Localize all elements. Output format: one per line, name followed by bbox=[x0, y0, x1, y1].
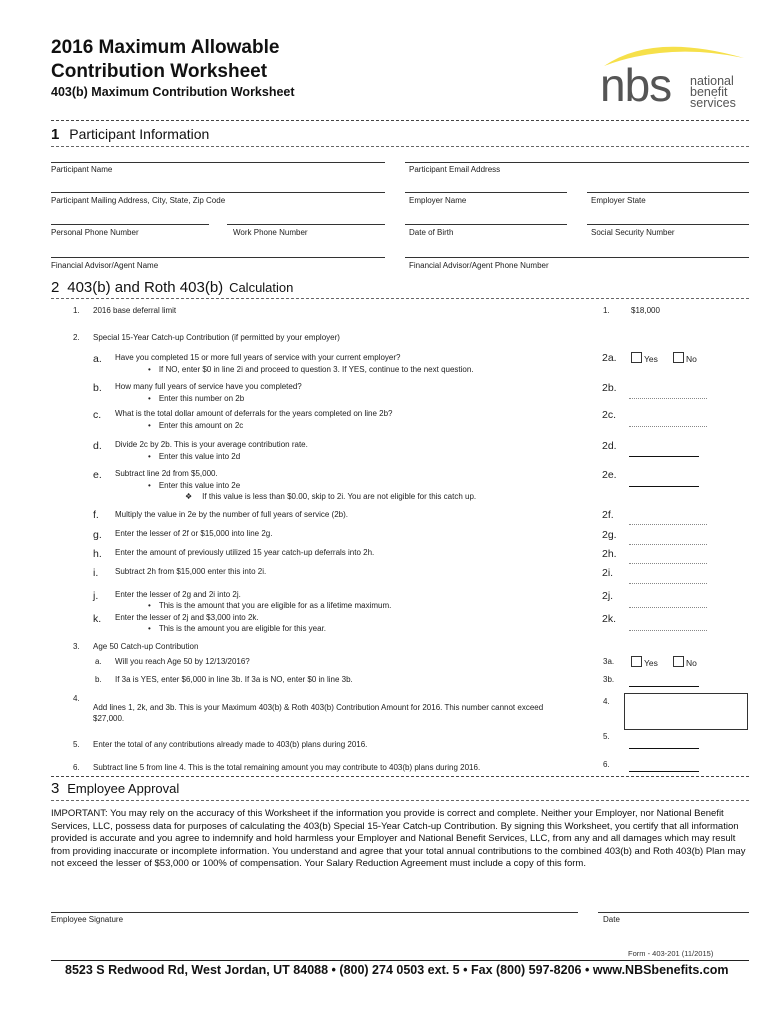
line-4-number: 4. bbox=[73, 694, 80, 703]
line-2d-bullet-text: Enter this value into 2d bbox=[158, 452, 241, 461]
line-2d-letter: d. bbox=[93, 440, 102, 452]
line-2i-ref: 2i. bbox=[602, 567, 614, 579]
line-2-text: Special 15-Year Catch-up Contribution (if permitted by your employer) bbox=[93, 333, 340, 342]
form-number: Form - 403-201 (11/2015) bbox=[628, 949, 714, 958]
header-divider bbox=[51, 120, 749, 121]
line-3a-text: Will you reach Age 50 by 12/13/2016? bbox=[115, 657, 250, 666]
line-2h-letter: h. bbox=[93, 548, 102, 560]
line-3a-yes-option[interactable] bbox=[631, 656, 658, 668]
line-2b-letter: b. bbox=[93, 382, 102, 394]
line-2e-subbullet bbox=[185, 492, 476, 501]
line-2c-input[interactable] bbox=[629, 426, 707, 427]
checkbox-icon[interactable] bbox=[631, 352, 642, 363]
line-2c-ref: 2c. bbox=[602, 409, 617, 421]
line-6-input[interactable] bbox=[629, 771, 699, 772]
line-2d-input[interactable] bbox=[629, 456, 699, 457]
line-1-ref: 1. bbox=[603, 306, 610, 315]
logo-wordmark bbox=[690, 76, 736, 109]
footer-separator-3: • bbox=[584, 963, 590, 977]
line-2a-bullet bbox=[148, 365, 474, 374]
line-1-value: $18,000 bbox=[631, 306, 660, 315]
line-3a-yes-label: Yes bbox=[644, 658, 658, 668]
line-5-input[interactable] bbox=[629, 748, 699, 749]
bullet-icon: • bbox=[148, 365, 151, 374]
line-2-number: 2. bbox=[73, 333, 80, 342]
line-2e-text: Subtract line 2d from $5,000. bbox=[115, 469, 218, 478]
page-title-line2: Contribution Worksheet bbox=[51, 61, 268, 82]
line-2k-text: Enter the lesser of 2j and $3,000 into 2k. bbox=[115, 613, 259, 622]
advisor-phone-label: Financial Advisor/Agent Phone Number bbox=[409, 261, 549, 270]
line-2g-text: Enter the lesser of 2f or $15,000 into line 2g. bbox=[115, 529, 273, 538]
line-3b-input[interactable] bbox=[629, 686, 699, 687]
line-2a-bullet-text: If NO, enter $0 in line 2i and proceed to question 3. If YES, continue to the next question. bbox=[158, 365, 474, 374]
checkbox-icon[interactable] bbox=[673, 656, 684, 667]
section-1-heading bbox=[51, 126, 209, 143]
employer-state-label: Employer State bbox=[591, 196, 646, 205]
checkbox-icon[interactable] bbox=[673, 352, 684, 363]
section-2-title-main: 403(b) and Roth 403(b) bbox=[67, 279, 224, 296]
line-2a-yes-option[interactable] bbox=[631, 352, 658, 364]
bullet-icon: • bbox=[148, 624, 151, 633]
line-5-number: 5. bbox=[73, 740, 80, 749]
section-1-divider bbox=[51, 146, 749, 147]
page-title-line1: 2016 Maximum Allowable bbox=[51, 37, 280, 58]
line-3a-ref: 3a. bbox=[603, 657, 615, 666]
bullet-icon: • bbox=[148, 452, 151, 461]
section-1-title: Participant Information bbox=[69, 126, 210, 142]
line-2k-input[interactable] bbox=[629, 630, 707, 631]
footer-phone: (800) 274 0503 ext. 5 bbox=[339, 963, 460, 977]
line-2j-bullet-text: This is the amount that you are eligible for as a lifetime maximum. bbox=[158, 601, 392, 610]
employee-signature-label: Employee Signature bbox=[51, 915, 124, 924]
line-2i-input[interactable] bbox=[629, 583, 707, 584]
footer-separator-2: • bbox=[463, 963, 468, 977]
logo-word-benefit: benefit bbox=[690, 85, 728, 99]
line-4-input-box[interactable] bbox=[624, 693, 748, 730]
ssn-line[interactable] bbox=[587, 224, 749, 225]
section-2-number: 2 bbox=[51, 279, 60, 296]
section-3-divider bbox=[51, 800, 749, 801]
line-2g-letter: g. bbox=[93, 529, 102, 541]
section-1-number: 1 bbox=[51, 126, 60, 143]
work-phone-label: Work Phone Number bbox=[233, 228, 308, 237]
line-2b-input[interactable] bbox=[629, 398, 707, 399]
logo-word-national: national bbox=[690, 74, 734, 88]
bullet-icon: • bbox=[148, 421, 151, 430]
line-2h-ref: 2h. bbox=[602, 548, 617, 560]
line-2b-bullet-text: Enter this number on 2b bbox=[158, 394, 245, 403]
date-line[interactable] bbox=[598, 912, 749, 913]
line-2e-bullet-text: Enter this value into 2e bbox=[158, 481, 241, 490]
line-3-text: Age 50 Catch-up Contribution bbox=[93, 642, 199, 651]
date-label: Date bbox=[603, 915, 620, 924]
participant-email-line[interactable] bbox=[405, 162, 749, 163]
line-2d-ref: 2d. bbox=[602, 440, 617, 452]
line-3-number: 3. bbox=[73, 642, 80, 651]
line-2f-text: Multiply the value in 2e by the number of full years of service (2b). bbox=[115, 510, 348, 519]
line-2a-ref: 2a. bbox=[602, 352, 617, 364]
footer-address: 8523 S Redwood Rd, West Jordan, UT 84088 bbox=[65, 963, 329, 977]
line-2c-text: What is the total dollar amount of deferrals for the years completed on line 2b? bbox=[115, 409, 393, 418]
line-2j-ref: 2j. bbox=[602, 590, 614, 602]
line-2h-text: Enter the amount of previously utilized 15 year catch-up deferrals into 2h. bbox=[115, 548, 375, 557]
advisor-name-label: Financial Advisor/Agent Name bbox=[51, 261, 159, 270]
employer-name-line[interactable] bbox=[405, 192, 567, 193]
employer-state-line[interactable] bbox=[587, 192, 749, 193]
line-2a-no-label: No bbox=[686, 354, 697, 364]
line-6-ref: 6. bbox=[603, 760, 610, 769]
line-2e-input[interactable] bbox=[629, 486, 699, 487]
line-2a-text: Have you completed 15 or more full years of service with your current employer? bbox=[115, 353, 401, 362]
line-2k-letter: k. bbox=[93, 613, 102, 625]
line-2i-letter: i. bbox=[93, 567, 99, 579]
participant-name-label: Participant Name bbox=[51, 165, 113, 174]
section-2-divider bbox=[51, 298, 749, 299]
section-2-title-tail: Calculation bbox=[229, 280, 294, 295]
line-2c-bullet bbox=[148, 421, 243, 430]
ssn-label: Social Security Number bbox=[591, 228, 675, 237]
bullet-icon: • bbox=[148, 481, 151, 490]
diamond-bullet-icon: ❖ bbox=[185, 492, 193, 501]
line-6-number: 6. bbox=[73, 763, 80, 772]
line-1-text: 2016 base deferral limit bbox=[93, 306, 177, 315]
line-3b-ref: 3b. bbox=[603, 675, 615, 684]
footer-divider bbox=[51, 960, 749, 961]
section-3-number: 3 bbox=[51, 780, 60, 797]
line-2b-ref: 2b. bbox=[602, 382, 617, 394]
personal-phone-label: Personal Phone Number bbox=[51, 228, 139, 237]
line-3a-no-label: No bbox=[686, 658, 697, 668]
participant-email-label: Participant Email Address bbox=[409, 165, 501, 174]
line-2a-yes-label: Yes bbox=[644, 354, 658, 364]
advisor-phone-line[interactable] bbox=[405, 257, 749, 258]
line-2a-no-option[interactable] bbox=[673, 352, 697, 364]
line-2g-ref: 2g. bbox=[602, 529, 617, 541]
line-4-ref: 4. bbox=[603, 697, 610, 706]
line-2a-letter: a. bbox=[93, 353, 102, 365]
section-2-end-divider bbox=[51, 776, 749, 777]
section-3-heading bbox=[51, 780, 179, 797]
employer-name-label: Employer Name bbox=[409, 196, 467, 205]
line-3a-letter: a. bbox=[95, 657, 102, 666]
footer-website[interactable]: www.NBSbenefits.com bbox=[592, 963, 729, 977]
line-2k-ref: 2k. bbox=[602, 613, 617, 625]
line-4-text: Add lines 1, 2k, and 3b. This is your Maximum 403(b) & Roth 403(b) Contribution Amount for 2016. This number cannot exceed $27,000. bbox=[93, 703, 544, 723]
line-3b-text: If 3a is YES, enter $6,000 in line 3b. If 3a is NO, enter $0 in line 3b. bbox=[115, 675, 353, 684]
work-phone-line[interactable] bbox=[227, 224, 385, 225]
participant-name-line[interactable] bbox=[51, 162, 385, 163]
line-2e-bullet bbox=[148, 481, 240, 490]
line-2e-ref: 2e. bbox=[602, 469, 617, 481]
line-3b-letter: b. bbox=[95, 675, 102, 684]
line-2j-letter: j. bbox=[93, 590, 99, 602]
footer-contact bbox=[65, 963, 729, 977]
line-2c-letter: c. bbox=[93, 409, 102, 421]
line-2j-input[interactable] bbox=[629, 607, 707, 608]
line-2g-input[interactable] bbox=[629, 544, 707, 545]
nbs-logo bbox=[598, 40, 748, 112]
line-2j-bullet bbox=[148, 601, 391, 610]
line-2j-text: Enter the lesser of 2g and 2i into 2j. bbox=[115, 590, 241, 599]
section-2-heading bbox=[51, 279, 293, 296]
approval-paragraph: IMPORTANT: You may rely on the accuracy of this Worksheet if the information you provide is correct and complete. Neither your Employer, nor National Benefit Services, LLC, possess data for purposes of calculating the 403(b) Special 15-Year Catch-up Contribution. By signing this Worksheet, you certify that all information provided is accurate and you agree to indemnify and hold harmless your Employer and National Benefit Services, LLC, from any and all damages which may result from providing inaccurate or incomplete information. You understand and agree that your total annual contributions to the combined 403(b) and Roth 403(b) Plan may not exceed the lesser of $53,000 or 100% of compensation. Your Salary Reduction Agreement must include a copy of this form. bbox=[51, 808, 746, 870]
line-5-ref: 5. bbox=[603, 732, 610, 741]
employee-signature-line[interactable] bbox=[51, 912, 578, 913]
bullet-icon: • bbox=[148, 601, 151, 610]
line-3a-no-option[interactable] bbox=[673, 656, 697, 668]
line-1-number: 1. bbox=[73, 306, 80, 315]
logo-word-services: services bbox=[690, 96, 736, 110]
line-2c-bullet-text: Enter this amount on 2c bbox=[158, 421, 244, 430]
line-2d-text: Divide 2c by 2b. This is your average contribution rate. bbox=[115, 440, 308, 449]
line-2h-input[interactable] bbox=[629, 563, 707, 564]
line-2f-input[interactable] bbox=[629, 524, 707, 525]
bullet-icon: • bbox=[148, 394, 151, 403]
advisor-name-line[interactable] bbox=[51, 257, 385, 258]
line-2b-text: How many full years of service have you completed? bbox=[115, 382, 302, 391]
footer-separator-1: • bbox=[331, 963, 336, 977]
line-2k-bullet bbox=[148, 624, 326, 633]
line-2i-text: Subtract 2h from $15,000 enter this into 2i. bbox=[115, 567, 267, 576]
checkbox-icon[interactable] bbox=[631, 656, 642, 667]
line-2b-bullet bbox=[148, 394, 244, 403]
line-2f-ref: 2f. bbox=[602, 509, 614, 521]
footer-fax: Fax (800) 597-8206 bbox=[471, 963, 582, 977]
logo-mark: nbs bbox=[600, 59, 672, 111]
mailing-address-line[interactable] bbox=[51, 192, 385, 193]
line-5-text: Enter the total of any contributions already made to 403(b) plans during 2016. bbox=[93, 740, 368, 749]
line-2e-letter: e. bbox=[93, 469, 102, 481]
mailing-address-label: Participant Mailing Address, City, State, Zip Code bbox=[51, 196, 226, 205]
line-2e-subbullet-text: If this value is less than $0.00, skip to 2i. You are not eligible for this catch up. bbox=[202, 492, 477, 501]
line-2d-bullet bbox=[148, 452, 240, 461]
date-of-birth-line[interactable] bbox=[405, 224, 567, 225]
personal-phone-line[interactable] bbox=[51, 224, 209, 225]
line-6-text: Subtract line 5 from line 4. This is the total remaining amount you may contribute to 403(b) plans during 2016. bbox=[93, 763, 481, 772]
line-2k-bullet-text: This is the amount you are eligible for this year. bbox=[158, 624, 327, 633]
date-of-birth-label: Date of Birth bbox=[409, 228, 454, 237]
page-subtitle: 403(b) Maximum Contribution Worksheet bbox=[51, 85, 295, 99]
line-2f-letter: f. bbox=[93, 509, 99, 521]
section-3-title: Employee Approval bbox=[67, 781, 180, 796]
